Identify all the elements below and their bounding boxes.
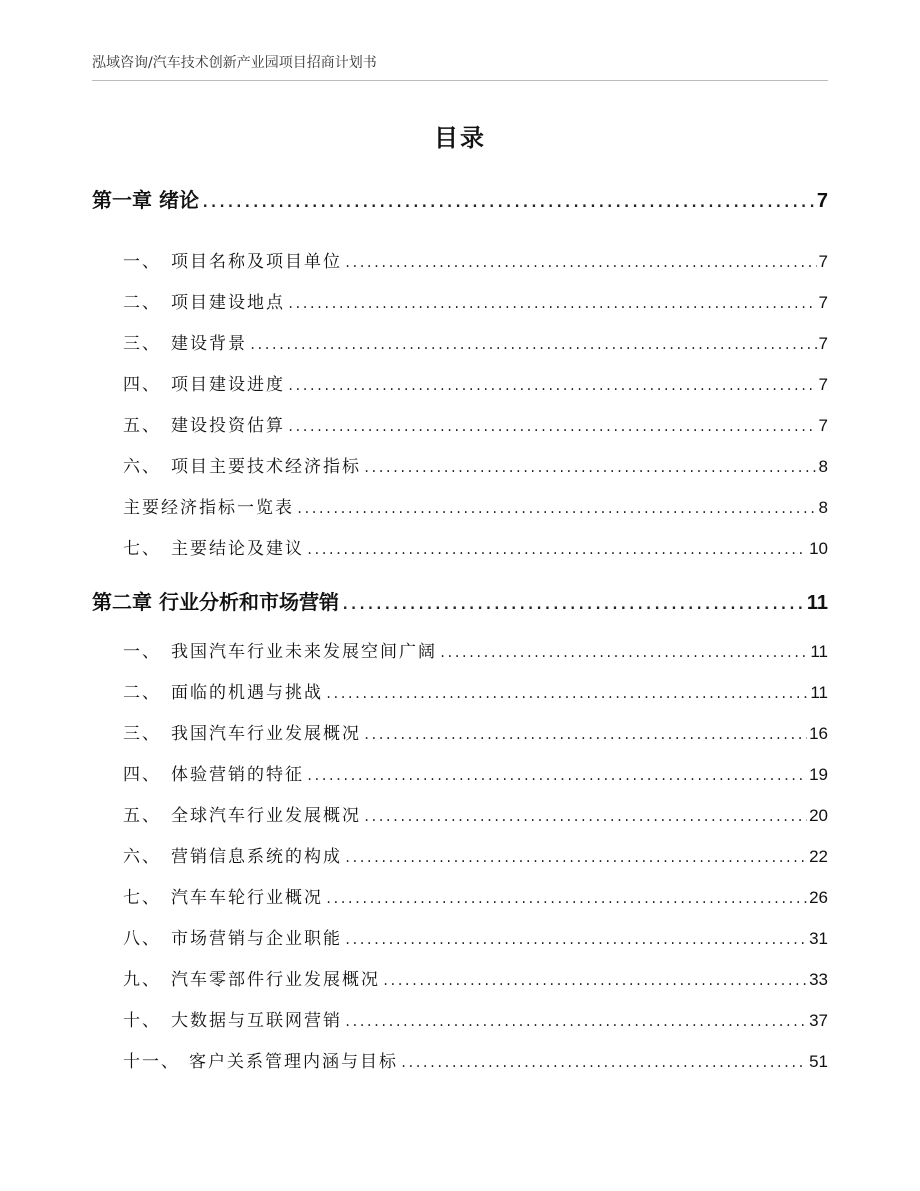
toc-section-entry[interactable] [123, 924, 828, 949]
dot-leader [306, 769, 807, 783]
toc-entry-number: 六、 [123, 847, 161, 867]
dot-leader [325, 892, 807, 906]
toc-entry-label [123, 493, 294, 518]
toc-section-entry[interactable] [123, 678, 828, 703]
dot-leader [249, 338, 817, 352]
toc-page-number: 8 [818, 498, 828, 517]
toc-entry-label [123, 842, 342, 867]
toc-entry-title: 绪论 [158, 188, 199, 212]
dot-leader [382, 974, 807, 988]
toc-section-entry[interactable] [123, 719, 828, 744]
toc-entry-number: 三、 [123, 724, 161, 744]
toc-entry-number: 十一、 [123, 1052, 180, 1072]
toc-entry-label [92, 586, 339, 615]
toc-entry-title: 面临的机遇与挑战 [171, 683, 323, 703]
toc-page-number: 26 [809, 888, 828, 907]
toc-entry-number: 三、 [123, 334, 161, 354]
toc-page-number: 16 [809, 724, 828, 743]
dot-leader [344, 851, 807, 865]
toc-entry-title: 全球汽车行业发展概况 [171, 806, 361, 826]
toc-entry-title: 我国汽车行业发展概况 [171, 724, 361, 744]
toc-entry-label [123, 452, 361, 477]
toc-entry-number: 四、 [123, 375, 161, 395]
toc-entry-number: 一、 [123, 252, 161, 272]
dot-leader [439, 646, 808, 660]
toc-page-number: 7 [818, 375, 828, 394]
toc-section-entry[interactable] [123, 288, 828, 313]
toc-chapter-entry[interactable] [92, 184, 828, 213]
toc-entry-number: 七、 [123, 539, 161, 559]
dot-leader [363, 728, 807, 742]
dot-leader [287, 420, 817, 434]
toc-page-number: 31 [809, 929, 828, 948]
toc-entry-label [123, 924, 342, 949]
toc-entry-label [123, 329, 247, 354]
toc-section-entry[interactable] [123, 452, 828, 477]
toc-section-entry[interactable] [123, 842, 828, 867]
toc-entry-number: 九、 [123, 970, 161, 990]
toc-entry-label [123, 1047, 398, 1072]
toc-entry-label [123, 965, 380, 990]
toc-entry-label [123, 801, 361, 826]
toc-page-number: 11 [810, 642, 828, 661]
toc-entry-number: 二、 [123, 683, 161, 703]
toc-entry-number: 二、 [123, 293, 161, 313]
toc-entry-title: 客户关系管理内涵与目标 [189, 1052, 398, 1072]
toc-entry-title: 汽车零部件行业发展概况 [171, 970, 380, 990]
dot-leader [400, 1056, 807, 1070]
toc-entry-label [123, 637, 437, 662]
toc-entry-number: 十、 [123, 1011, 161, 1031]
toc-entry-title: 体验营销的特征 [171, 765, 304, 785]
toc-page-number: 7 [818, 293, 828, 312]
dot-leader [325, 687, 808, 701]
toc-section-entry[interactable] [123, 411, 828, 436]
toc-entry-number: 五、 [123, 806, 161, 826]
toc-entry-number: 五、 [123, 416, 161, 436]
toc-section-entry[interactable] [123, 965, 828, 990]
toc-entry-title: 市场营销与企业职能 [171, 929, 342, 949]
toc-entry-label [92, 184, 199, 213]
toc-section-entry[interactable] [123, 1047, 828, 1072]
toc-page-number: 8 [818, 457, 828, 476]
toc-section-entry[interactable] [123, 534, 828, 559]
toc-page-number: 10 [809, 539, 828, 558]
toc-page-number: 11 [806, 592, 828, 614]
toc-entry-title: 主要结论及建议 [171, 539, 304, 559]
toc-entry-label [123, 719, 361, 744]
toc-page-number: 19 [809, 765, 828, 784]
toc-entry-title: 主要经济指标一览表 [123, 498, 294, 518]
dot-leader [201, 195, 815, 211]
toc-section-entry[interactable] [123, 370, 828, 395]
dot-leader [287, 379, 817, 393]
running-header: 泓域咨询/汽车技术创新产业园项目招商计划书 [92, 55, 377, 71]
toc-section-entry[interactable] [123, 801, 828, 826]
dot-leader [296, 502, 817, 516]
toc-entry-title: 大数据与互联网营销 [171, 1011, 342, 1031]
toc-entry-label [123, 247, 342, 272]
dot-leader [306, 543, 807, 557]
dot-leader [363, 810, 807, 824]
dot-leader [344, 933, 807, 947]
toc-page-number: 22 [809, 847, 828, 866]
toc-entry-number: 第二章 [92, 590, 159, 614]
toc-entry-number: 一、 [123, 642, 161, 662]
dot-leader [363, 461, 817, 475]
toc-entry-label [123, 288, 285, 313]
toc-page-number: 7 [818, 334, 828, 353]
toc-entry-title: 建设背景 [171, 334, 247, 354]
toc-entry-title: 项目名称及项目单位 [171, 252, 342, 272]
dot-leader [344, 1015, 807, 1029]
toc-entry-title: 项目建设进度 [171, 375, 285, 395]
toc-entry-title: 营销信息系统的构成 [171, 847, 342, 867]
toc-entry-title: 建设投资估算 [171, 416, 285, 436]
toc-section-entry[interactable] [123, 883, 828, 908]
toc-section-entry[interactable] [123, 637, 828, 662]
toc-entry-number: 四、 [123, 765, 161, 785]
toc-entry-title: 行业分析和市场营销 [158, 590, 339, 614]
toc-page-number: 7 [818, 416, 828, 435]
dot-leader [344, 256, 817, 270]
toc-entry-label [123, 1006, 342, 1031]
toc-entry-label [123, 534, 304, 559]
toc-entry-label [123, 370, 285, 395]
toc-entry-number: 六、 [123, 457, 161, 477]
toc-entry-label [123, 760, 304, 785]
dot-leader [341, 597, 805, 613]
toc-section-entry[interactable] [123, 1006, 828, 1031]
toc-page-number: 7 [816, 190, 828, 212]
toc-entry-label [123, 411, 285, 436]
toc-page-number: 33 [809, 970, 828, 989]
toc-page-number: 20 [809, 806, 828, 825]
toc-page-number: 7 [818, 252, 828, 271]
dot-leader [287, 297, 817, 311]
toc-entry-label [123, 678, 323, 703]
toc-section-entry[interactable] [123, 760, 828, 785]
toc-entry-number: 七、 [123, 888, 161, 908]
toc-section-entry[interactable] [123, 247, 828, 272]
toc-entry-title: 汽车车轮行业概况 [171, 888, 323, 908]
toc-entry-title: 项目建设地点 [171, 293, 285, 313]
toc-section-entry[interactable] [123, 493, 828, 518]
toc-page-number: 37 [809, 1011, 828, 1030]
toc-entry-title: 项目主要技术经济指标 [171, 457, 361, 477]
toc-title: 目录 [434, 124, 486, 152]
toc-page-number: 51 [809, 1052, 828, 1071]
toc-entry-number: 八、 [123, 929, 161, 949]
toc-entry-number: 第一章 [92, 188, 159, 212]
toc-entry-title: 我国汽车行业未来发展空间广阔 [171, 642, 437, 662]
toc-page-number: 11 [810, 683, 828, 702]
toc-entry-label [123, 883, 323, 908]
toc-chapter-entry[interactable] [92, 586, 828, 615]
toc-section-entry[interactable] [123, 329, 828, 354]
